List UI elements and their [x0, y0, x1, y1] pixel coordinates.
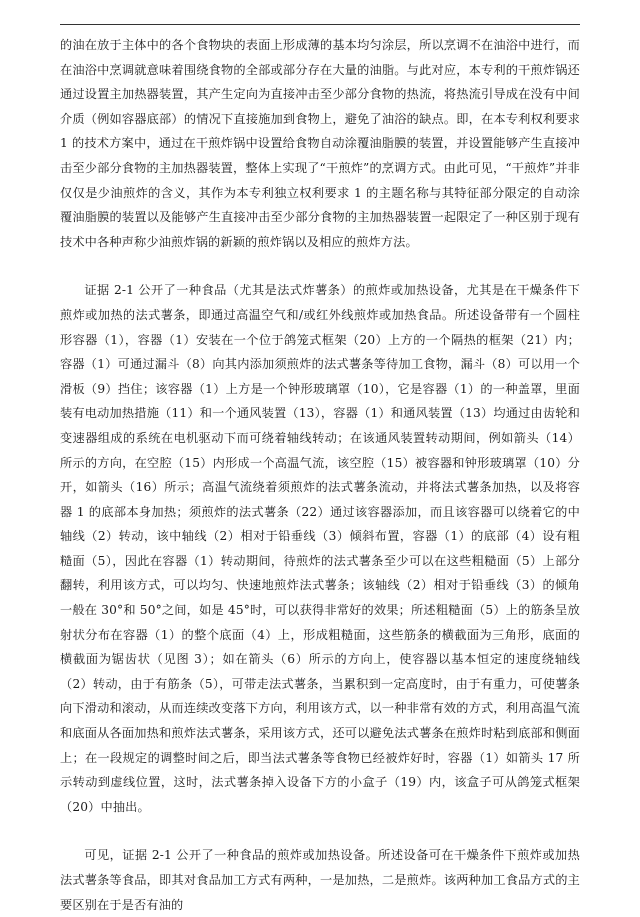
paragraph-evidence-2-1: 证据 2-1 公开了一种食品（尤其是法式炸薯条）的煎炸或加热设备，尤其是在干燥条件下煎炸或加热的法式薯条，即通过高温空气和/或红外线煎炸或加热食品。所述设备带有一个圆柱形容器（1），容器（1）安装在一个位于鸽笼式框架（20）上方的一个隔热的框架（21）内；容器（1）可通过漏斗（8）向其内添加须煎炸的法式薯条等待加工食物，漏斗（8）可以用一个滑板（9）挡住；该容器（1）上方是一个钟形玻璃罩（10），它是容器（1）的一种盖罩，里面装有电动加热措施（11）和一个通风装置（13），容器（1）和通风装置（13）均通过由齿轮和变速器组成的系统在电机驱动下而可绕着轴线转动；在该通风装置转动期间，例如箭头（14）所示的方向，在空腔（15）内形成一个高温气流，该空腔（15）被容器和钟形玻璃罩（10）分开，如箭头（16）所示；高温气流绕着须煎炸的法式薯条流动，并将法式薯条加热，以及将容器 1 的底部本身加热；须煎炸的法式薯条（22）通过该容器添加，而且该容器可以绕着它的中轴线（2）转动，该中轴线（2）相对于铅垂线（3）倾斜布置，容器（1）的底部（4）设有粗糙面（5），因此在容器（1）转动期间，待煎炸的法式薯条至少可以在这些粗糙面（5）上部分翻转，利用该方式，可以均匀、快速地煎炸法式薯条；该轴线（2）相对于铅垂线（3）的倾角一般在 30°和 50°之间，如是 45°时，可以获得非常好的效果；所述粗糙面（5）上的筋条呈放射状分布在容器（1）的整个底面（4）上，形成粗糙面，这些筋条的横截面为三角形，底面的横截面为锯齿状（见图 3）；如在箭头（6）所示的方向上，使容器以基本恒定的速度绕轴线（2）转动，由于有筋条（5），可带走法式薯条，当累积到一定高度时，由于有重力，可使薯条向下滑动和滚动，从而连续改变落下方向，利用该方式，以一种非常有效的方式，利用高温气流和底面从各面加热和煎炸法式薯条，采用该方式，还可以避免法式薯条在煎炸时粘到底部和侧面上；在一段规定的调整时间之后，即当法式薯条等食物已经被炸好时，容器（1）如箭头 17 所示转动到虚线位置，这时，法式薯条掉入设备下方的小盒子（19）内，该盒子可从鸽笼式框架（20）中抽出。: [60, 283, 580, 814]
document-body: [60, 33, 580, 912]
header-rule: [60, 24, 580, 25]
paragraph-continued: 的油在放于主体中的各个食物块的表面上形成薄的基本均匀涂层，所以烹调不在油浴中进行，而在油浴中烹调就意味着围绕食物的全部或部分存在大量的油脂。与此对应，本专利的干煎炸锅还通过设置主加热器装置，其产生定向为直接冲击至少部分食物的热流，将热流引导成在没有中间介质（例如容器底部）的情况下直接施加到食物上，避免了油浴的缺点。即，在本专利权利要求 1 的技术方案中，通过在干煎炸锅中设置给食物自动涂覆油脂膜的装置，并设置能够产生直接冲击至少部分食物的主加热器装置，整体上实现了“干煎炸”的烹调方式。由此可见，“干煎炸”并非仅仅是少油煎炸的含义，其作为本专利独立权利要求 1 的主题名称与其特征部分限定的自动涂覆油脂膜的装置以及能够产生直接冲击至少部分食物的主加热器装置一起限定了一种区别于现有技术中各种声称少油煎炸锅的新颖的煎炸锅以及相应的煎炸方法。: [60, 38, 580, 249]
paragraph-conclusion: 可见，证据 2-1 公开了一种食品的煎炸或加热设备。所述设备可在干燥条件下煎炸或加热法式薯条等食品，即其对食品加工方式有两种，一是加热，二是煎炸。该两种加工食品方式的主要区别在于是否有油的: [60, 848, 580, 912]
